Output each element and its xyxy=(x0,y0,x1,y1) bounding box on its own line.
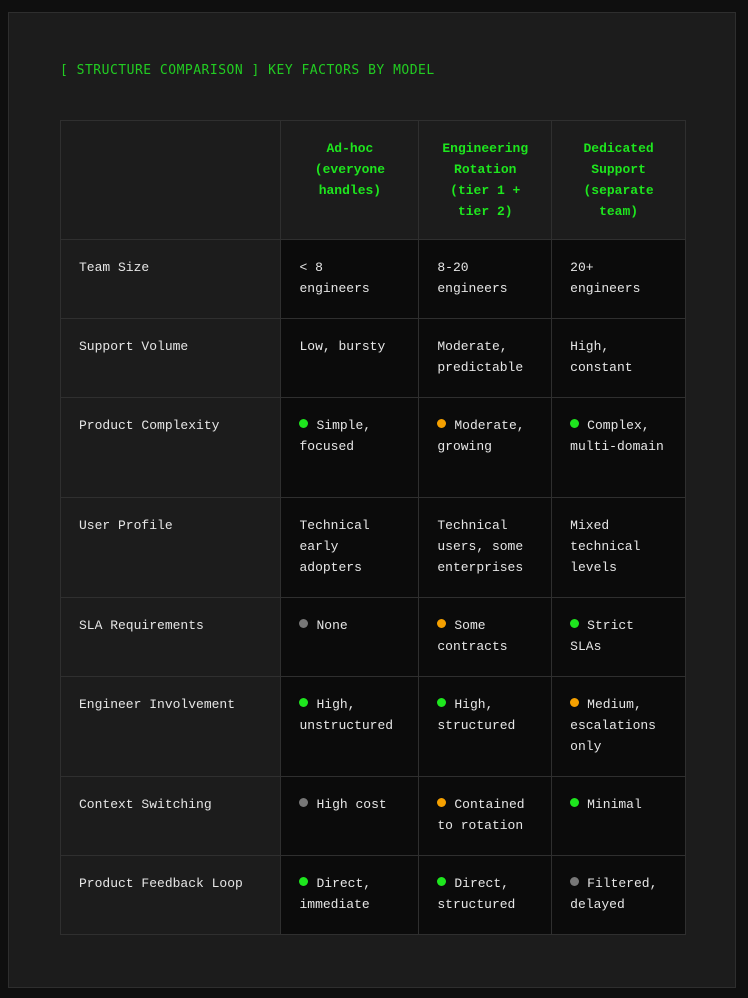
status-dot-icon xyxy=(570,877,579,886)
table-cell xyxy=(419,240,552,319)
row-factor-label: Team Size xyxy=(61,240,281,319)
table-cell xyxy=(419,677,552,777)
row-factor-label: Product Feedback Loop xyxy=(61,856,281,935)
header-engineering-rotation: Engineering Rotation (tier 1 + tier 2) xyxy=(419,121,552,240)
row-factor-label: Engineer Involvement xyxy=(61,677,281,777)
cell-text: High, unstructured xyxy=(299,697,394,733)
cell-text: Minimal xyxy=(587,797,642,812)
table-cell xyxy=(281,856,419,935)
table-row xyxy=(61,319,686,398)
status-dot-icon xyxy=(299,419,308,428)
table-cell xyxy=(552,319,686,398)
table-row xyxy=(61,598,686,677)
table-cell xyxy=(281,777,419,856)
table-cell xyxy=(552,777,686,856)
header-corner xyxy=(61,121,281,240)
row-factor-label: User Profile xyxy=(61,498,281,598)
status-dot-icon xyxy=(299,619,308,628)
header-dedicated-support: Dedicated Support (separate team) xyxy=(552,121,686,240)
table-cell xyxy=(552,856,686,935)
table-row xyxy=(61,240,686,319)
cell-text: Some contracts xyxy=(437,618,508,654)
status-dot-icon xyxy=(299,798,308,807)
table-cell xyxy=(419,319,552,398)
table-row xyxy=(61,777,686,856)
cell-text: Filtered, delayed xyxy=(570,876,658,912)
cell-text: Direct, structured xyxy=(437,876,516,912)
table-cell xyxy=(552,498,686,598)
table-row xyxy=(61,498,686,598)
cell-text: Complex, multi-domain xyxy=(570,418,664,454)
cell-text: Mixed technical levels xyxy=(570,518,641,575)
cell-text: None xyxy=(316,618,348,633)
cell-text: Direct, immediate xyxy=(299,876,372,912)
status-dot-icon xyxy=(570,619,579,628)
status-dot-icon xyxy=(437,798,446,807)
row-factor-label: Support Volume xyxy=(61,319,281,398)
cell-text: Technical users, some enterprises xyxy=(437,518,524,575)
cell-text: Strict SLAs xyxy=(570,618,634,654)
table-cell xyxy=(419,398,552,498)
table-cell xyxy=(419,598,552,677)
table-row xyxy=(61,398,686,498)
table-cell xyxy=(552,240,686,319)
section-heading: [ STRUCTURE COMPARISON ] KEY FACTORS BY MODEL xyxy=(60,63,435,78)
comparison-card xyxy=(8,12,736,988)
cell-text: Technical early adopters xyxy=(299,518,370,575)
cell-text: High, constant xyxy=(570,339,633,375)
status-dot-icon xyxy=(437,877,446,886)
status-dot-icon xyxy=(437,619,446,628)
table-row xyxy=(61,856,686,935)
header-adhoc: Ad-hoc (everyone handles) xyxy=(281,121,419,240)
cell-text: High, structured xyxy=(437,697,516,733)
table-cell xyxy=(281,598,419,677)
row-factor-label: SLA Requirements xyxy=(61,598,281,677)
cell-text: High cost xyxy=(316,797,387,812)
comparison-table xyxy=(60,120,686,935)
cell-text: < 8 engineers xyxy=(299,260,370,296)
status-dot-icon xyxy=(299,877,308,886)
table-cell xyxy=(281,319,419,398)
table-cell xyxy=(281,677,419,777)
status-dot-icon xyxy=(570,798,579,807)
table-header-row xyxy=(61,121,686,240)
cell-text: Low, bursty xyxy=(299,339,386,354)
cell-text: Medium, escalations only xyxy=(570,697,656,754)
table-cell xyxy=(281,240,419,319)
status-dot-icon xyxy=(299,698,308,707)
table-cell xyxy=(419,777,552,856)
cell-text: 8-20 engineers xyxy=(437,260,508,296)
status-dot-icon xyxy=(437,419,446,428)
table-cell xyxy=(419,498,552,598)
row-factor-label: Product Complexity xyxy=(61,398,281,498)
status-dot-icon xyxy=(570,698,579,707)
table-cell xyxy=(552,398,686,498)
table-cell xyxy=(552,677,686,777)
cell-text: Moderate, growing xyxy=(437,418,525,454)
status-dot-icon xyxy=(437,698,446,707)
table-cell xyxy=(281,498,419,598)
row-factor-label: Context Switching xyxy=(61,777,281,856)
cell-text: 20+ engineers xyxy=(570,260,641,296)
cell-text: Moderate, predictable xyxy=(437,339,524,375)
table-cell xyxy=(281,398,419,498)
cell-text: Simple, focused xyxy=(299,418,372,454)
table-cell xyxy=(419,856,552,935)
table-cell xyxy=(552,598,686,677)
table-row xyxy=(61,677,686,777)
cell-text: Contained to rotation xyxy=(437,797,525,833)
status-dot-icon xyxy=(570,419,579,428)
